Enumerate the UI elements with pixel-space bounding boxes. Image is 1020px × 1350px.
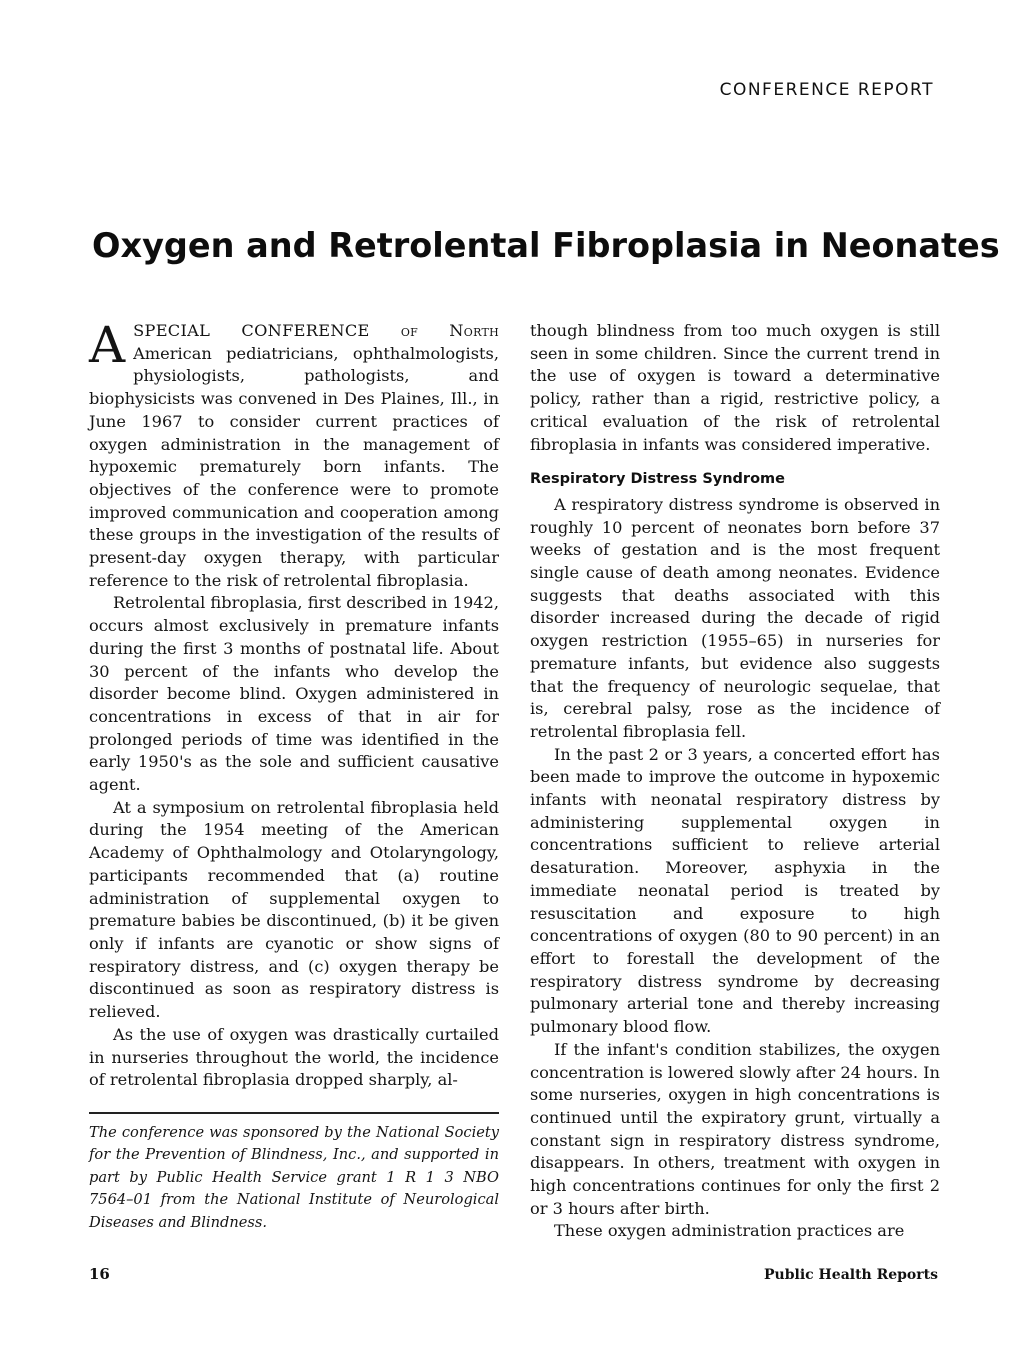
drop-cap: A [89,316,126,374]
section-heading: Respiratory Distress Syndrome [530,471,785,488]
right-column [530,320,940,1243]
opening-paragraph-text: American pediatricians, ophthalmologists, physiologists, pathologists, and biophysicists was convened in Des Plaines, Ill., in June 1967 to consider current practices of oxygen administration in the management of hypoxemic prematurely born infants. The objectives of the conference were to promote improved communication and cooperation among these groups in the investigation of the results of present-day oxygen therapy, with particular reference to the risk of retrolental fibroplasia. [89,343,499,590]
body-paragraph: though blindness from too much oxygen is still seen in some children. Since the current trend in the use of oxygen is toward a determinative policy, rather than a rigid, restrictive policy, a critical evaluation of the risk of retrolental fibroplasia in infants was considered imperative. [530,321,940,454]
body-paragraph: Retrolental fibroplasia, first described in 1942, occurs almost exclusively in premature infants during the first 3 months of postnatal life. About 30 percent of the infants who develop the disorder become blind. Oxygen administered in concentrations in excess of that in air for prolonged periods of time was identified in the early 1950's as the sole and sufficient causative agent. [89,593,499,795]
body-paragraph: In the past 2 or 3 years, a concerted effort has been made to improve the outcome in hypoxemic infants with neonatal respiratory distress by administering supplemental oxygen in concentrations sufficient to relieve arterial desaturation. Moreover, asphyxia in the immediate neonatal period is treated by resuscitation and exposure to high concentrations of oxygen (80 to 90 percent) in an effort to forestall the development of the respiratory distress syndrome by decreasing pulmonary arterial tone and thereby increasing pulmonary blood flow. [530,744,940,1037]
footnote-divider [89,1112,499,1114]
body-paragraph: If the infant's condition stabilizes, the oxygen concentration is lowered slowly after 24 hours. In some nurseries, oxygen in high concentrations is continued until the expiratory grunt, virtually a constant sign in respiratory distress syndrome, disappears. In others, treatment with oxygen in high concentrations continues for only the first 2 or 3 hours after birth. [530,1039,940,1218]
body-paragraph: At a symposium on retrolental fibroplasia held during the 1954 meeting of the American Academy of Ophthalmology and Otolaryngology, participants recommended that (a) routine administration of supplemental oxygen to premature babies be discontinued, (b) it be given only if infants are cyanotic or show signs of respiratory distress, and (c) oxygen therapy be discontinued as soon as respiratory distress is relieved. [89,797,499,1022]
article-title: Oxygen and Retrolental Fibroplasia in Neonates [92,226,1000,265]
footnote: The conference was sponsored by the National Society for the Prevention of Blindness, Inc., and supported in part by Public Health Service grant 1 R 1 3 NBO 7564–01 from the National Institute of Neurological Diseases and Blindness. [89,1124,499,1231]
left-column [89,316,499,1092]
body-paragraph: A respiratory distress syndrome is observed in roughly 10 percent of neonates born before 37 weeks of gestation and is the most frequent single cause of death among neonates. Evidence suggests that deaths associated with this disorder increased during the decade of rigid oxygen restriction (1955–65) in nurseries for premature infants, but evidence also suggests that the frequency of neurologic sequelae, that is, cerebral palsy, rose as the incidence of retrolental fibroplasia fell. [530,494,940,741]
body-paragraph: These oxygen administration practices are [554,1221,905,1241]
body-paragraph: As the use of oxygen was drastically curtailed in nurseries throughout the world, the incidence of retrolental fibroplasia dropped sharply, al- [89,1024,499,1090]
running-head: CONFERENCE REPORT [719,80,934,100]
page-number: 16 [89,1265,110,1283]
opening-paragraph [89,316,499,592]
journal-name: Public Health Reports [764,1267,938,1283]
lead-in-smallcaps: SPECIAL CONFERENCE of North [133,321,499,340]
